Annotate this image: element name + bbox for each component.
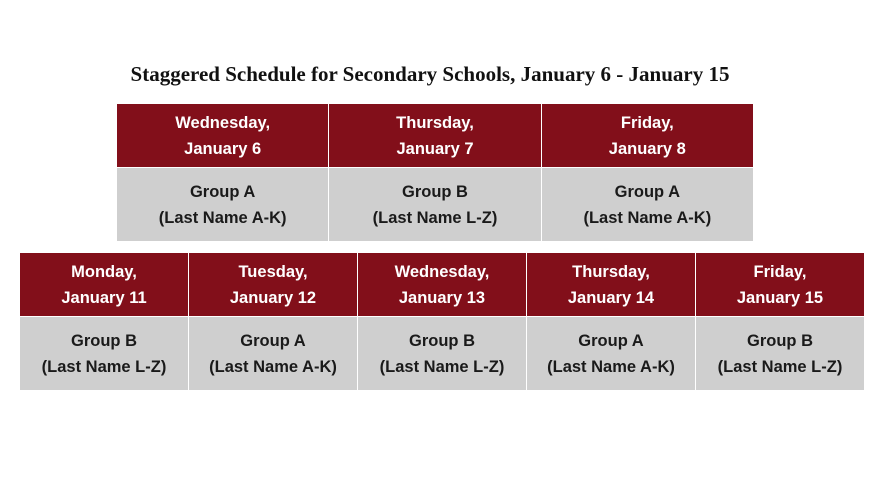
day-header-cell <box>527 253 696 317</box>
day-name: Friday, <box>620 113 674 132</box>
group-label: Group A <box>614 182 681 201</box>
group-cell <box>20 317 189 391</box>
day-header-cell <box>189 253 358 317</box>
group-row <box>20 317 865 391</box>
name-range: (Last Name L-Z) <box>379 357 505 376</box>
name-range: (Last Name A-K) <box>209 357 337 376</box>
group-cell <box>117 168 329 242</box>
group-label: Group A <box>240 331 306 350</box>
day-date: January 8 <box>608 139 686 158</box>
day-name: Friday, <box>753 262 807 281</box>
group-label: Group A <box>578 331 644 350</box>
day-date: January 11 <box>61 288 147 307</box>
group-cell <box>329 168 541 242</box>
group-row <box>117 168 754 242</box>
header-row <box>20 253 865 317</box>
group-cell <box>527 317 696 391</box>
group-cell <box>696 317 865 391</box>
day-name: Monday, <box>71 262 137 281</box>
day-header-cell <box>541 104 753 168</box>
name-range: (Last Name A-K) <box>547 357 675 376</box>
name-range: (Last Name L-Z) <box>372 208 498 227</box>
day-header-cell <box>329 104 541 168</box>
day-date: January 14 <box>567 288 655 307</box>
group-cell <box>358 317 527 391</box>
name-range: (Last Name A-K) <box>158 208 287 227</box>
day-date: January 12 <box>229 288 317 307</box>
day-name: Wednesday, <box>175 113 271 132</box>
header-row <box>117 104 754 168</box>
day-header-cell <box>20 253 189 317</box>
group-cell <box>541 168 753 242</box>
day-date: January 15 <box>736 288 824 307</box>
day-name: Wednesday, <box>394 262 490 281</box>
name-range: (Last Name L-Z) <box>41 357 167 376</box>
day-header-cell <box>117 104 329 168</box>
group-label: Group B <box>71 331 137 350</box>
day-name: Tuesday, <box>238 262 308 281</box>
day-name: Thursday, <box>396 113 474 132</box>
schedule-table-week-2 <box>19 252 865 391</box>
group-label: Group B <box>409 331 475 350</box>
page-title: Staggered Schedule for Secondary Schools, January 6 - January 15 <box>130 62 730 86</box>
name-range: (Last Name A-K) <box>583 208 712 227</box>
schedule-table-week-1 <box>116 103 754 242</box>
day-header-cell <box>696 253 865 317</box>
group-label: Group A <box>189 182 256 201</box>
day-header-cell <box>358 253 527 317</box>
group-label: Group B <box>401 182 468 201</box>
day-date: January 7 <box>396 139 474 158</box>
day-name: Thursday, <box>572 262 650 281</box>
day-date: January 13 <box>398 288 486 307</box>
day-date: January 6 <box>184 139 262 158</box>
name-range: (Last Name L-Z) <box>717 357 843 376</box>
group-label: Group B <box>747 331 813 350</box>
group-cell <box>189 317 358 391</box>
